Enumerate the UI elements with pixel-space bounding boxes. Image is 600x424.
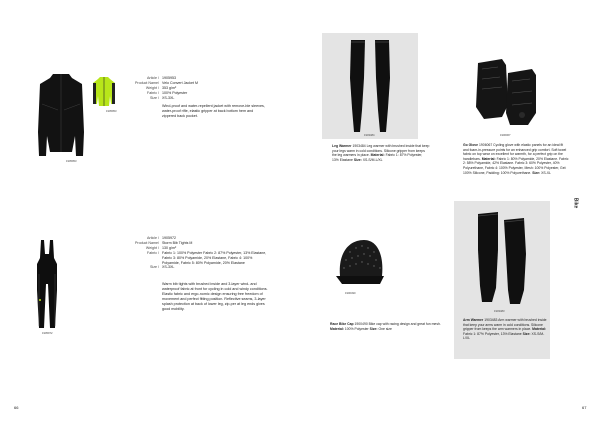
section-tab [572, 186, 590, 226]
gloves-code: 1906067 [500, 134, 511, 137]
section-label: Bike [572, 197, 579, 209]
arm-warmer-material-label: Material: [532, 327, 547, 332]
jacket-green-code: 1905953 [106, 110, 117, 113]
spec-key: Fabric / [147, 250, 159, 255]
spec-key: Product Name/ [135, 80, 159, 85]
spec-value: 1905953 [162, 76, 176, 80]
cap-material: 100% Polyester [344, 326, 369, 331]
cap-name: Race Bike Cap [330, 322, 354, 326]
spec-row-fabric [131, 251, 301, 266]
spec-key: Fabric / [147, 90, 159, 95]
product2-description: Warm bib tights with brushed inside and 3-layer wind- and waterproof fabric at front for cycling in cold and windy conditions. Elastic fabric and ergo-nomic design ensuring free freedom of movement and perfect fitting position. Reflective seams, 3-layer splash protection at back of lower leg, zip-per at leg ends gives good mobility. [162, 282, 268, 311]
spec-key: Size / [150, 95, 159, 100]
arm-warmer-desc: 1903483 Arm warmer with brushed inside that keep your arms warm in cold conditions. Silicone gripper from keeps the arm warmers in place. [463, 318, 547, 332]
bib-tights-code: 1905972 [42, 332, 53, 335]
arm-warmer-illustration [474, 210, 530, 306]
gloves-desc: 1906067 Cycling glove with elastic panels for an ideal fit and foam-in-pressure points for an enhanced grip comfort. Soft towel fabric on top wear on excellent for warmth, for a perfect grip on the handlebars. [463, 143, 567, 161]
gloves-material-label: Material: [481, 156, 496, 161]
spec-value: XS-3XL [162, 95, 175, 100]
leg-warmer-code: 1903484 [364, 134, 375, 137]
spec-value: Fabric 1: 100% Polyester Fabric 2: 87% Polyester, 13% Elastane, Fabric 3: 80% Polyamide, 20% Elastane, Fabric 4: 100% Polyamide, Fabric 5: 80% Polyamide, 20% Elastane [162, 250, 267, 265]
cap-code: 1900490 [345, 292, 356, 295]
spec-key: Size / [150, 265, 159, 270]
spec-value: Storm Bib Tights M [162, 240, 193, 245]
leg-warmer-material: Fabric 1: 87% Polyester, 13% Elastane [332, 153, 423, 162]
leg-warmer-text [332, 144, 430, 162]
spec-value: 353 g/m² [162, 85, 177, 90]
jacket-black-code: 1905953 [66, 160, 77, 163]
spec-key: Product Name/ [135, 240, 159, 245]
gloves-text [463, 143, 569, 175]
leg-warmer-name: Leg Warmer [332, 144, 352, 148]
arm-warmer-name: Arm Warmer [463, 318, 484, 322]
spec-value: XS-3XL [162, 265, 175, 270]
arm-warmer-material: Fabric 1: 87% Polyester, 13% Elastane [463, 331, 522, 336]
page-number-left: 66 [14, 405, 19, 410]
bib-tights-illustration [35, 240, 59, 332]
gloves-material: Fabric 1: 80% Polyamide, 20% Elastane. Fabric 2: 58% Polyamide, 42% Elastane. Fabric 3: 60% Polyester, 40% Polyurethane, Fabric 4: 100% Polyester, Mesh: 100% Polyester, Gel: 100% Silicone, Padding: 100% Polyurethane. [463, 156, 569, 175]
spec-key: Weight / [145, 245, 159, 250]
spec-value: 100% Polyester [162, 90, 188, 95]
cap-text [330, 322, 442, 331]
arm-warmer-code: 1903483 [494, 310, 505, 313]
spec-value: 1905972 [162, 236, 176, 240]
leg-warmer-size: XS-S/M-L/XL [362, 157, 383, 162]
arm-warmer-size-label: Size: [522, 331, 531, 336]
leg-warmer-illustration [345, 38, 395, 134]
product2-specs [131, 236, 301, 270]
leg-warmer-desc: 1903484 Leg warmer with brushed inside that keep your legs warm in cold conditions. Silicone gripper from keeps the leg warmers in place. [332, 144, 430, 158]
gloves-size: XS-XL [541, 170, 551, 175]
spec-row-size [131, 265, 301, 270]
spec-value: 130 g/m² [162, 245, 177, 250]
page-number-right: 67 [582, 405, 587, 410]
cap-size: One size [378, 326, 392, 331]
spec-value: Velo Convert Jacket M [162, 80, 198, 85]
arm-warmer-size: XS-S/M-L/XL [463, 331, 545, 341]
leg-warmer-material-label: Material: [370, 153, 385, 158]
spec-key: Article / [147, 236, 159, 240]
gloves-size-label: Size: [532, 170, 541, 175]
cap-illustration [334, 236, 386, 286]
spec-key: Weight / [145, 85, 159, 90]
spec-row-size [131, 96, 301, 101]
arm-warmer-text [463, 318, 547, 341]
cap-material-label: Material: [330, 326, 344, 331]
product1-description: Wind-proof and water-repellent jacket with remove-ble sleeves, water-proof rifle, elastic gripper at back bottom hem and zippered back pocket. [162, 104, 265, 118]
cap-desc: 1900490 Bike cap with racing design and great fun mesh. [354, 322, 441, 326]
jacket-green-illustration [92, 76, 116, 108]
cap-size-label: Size: [369, 326, 378, 331]
product1-specs [131, 76, 301, 101]
gloves-illustration [472, 55, 540, 129]
leg-warmer-size-label: Size: [353, 157, 362, 162]
gloves-name: Go Glove [463, 143, 479, 147]
spec-key: Article / [147, 76, 159, 80]
jacket-black-illustration [36, 70, 86, 158]
